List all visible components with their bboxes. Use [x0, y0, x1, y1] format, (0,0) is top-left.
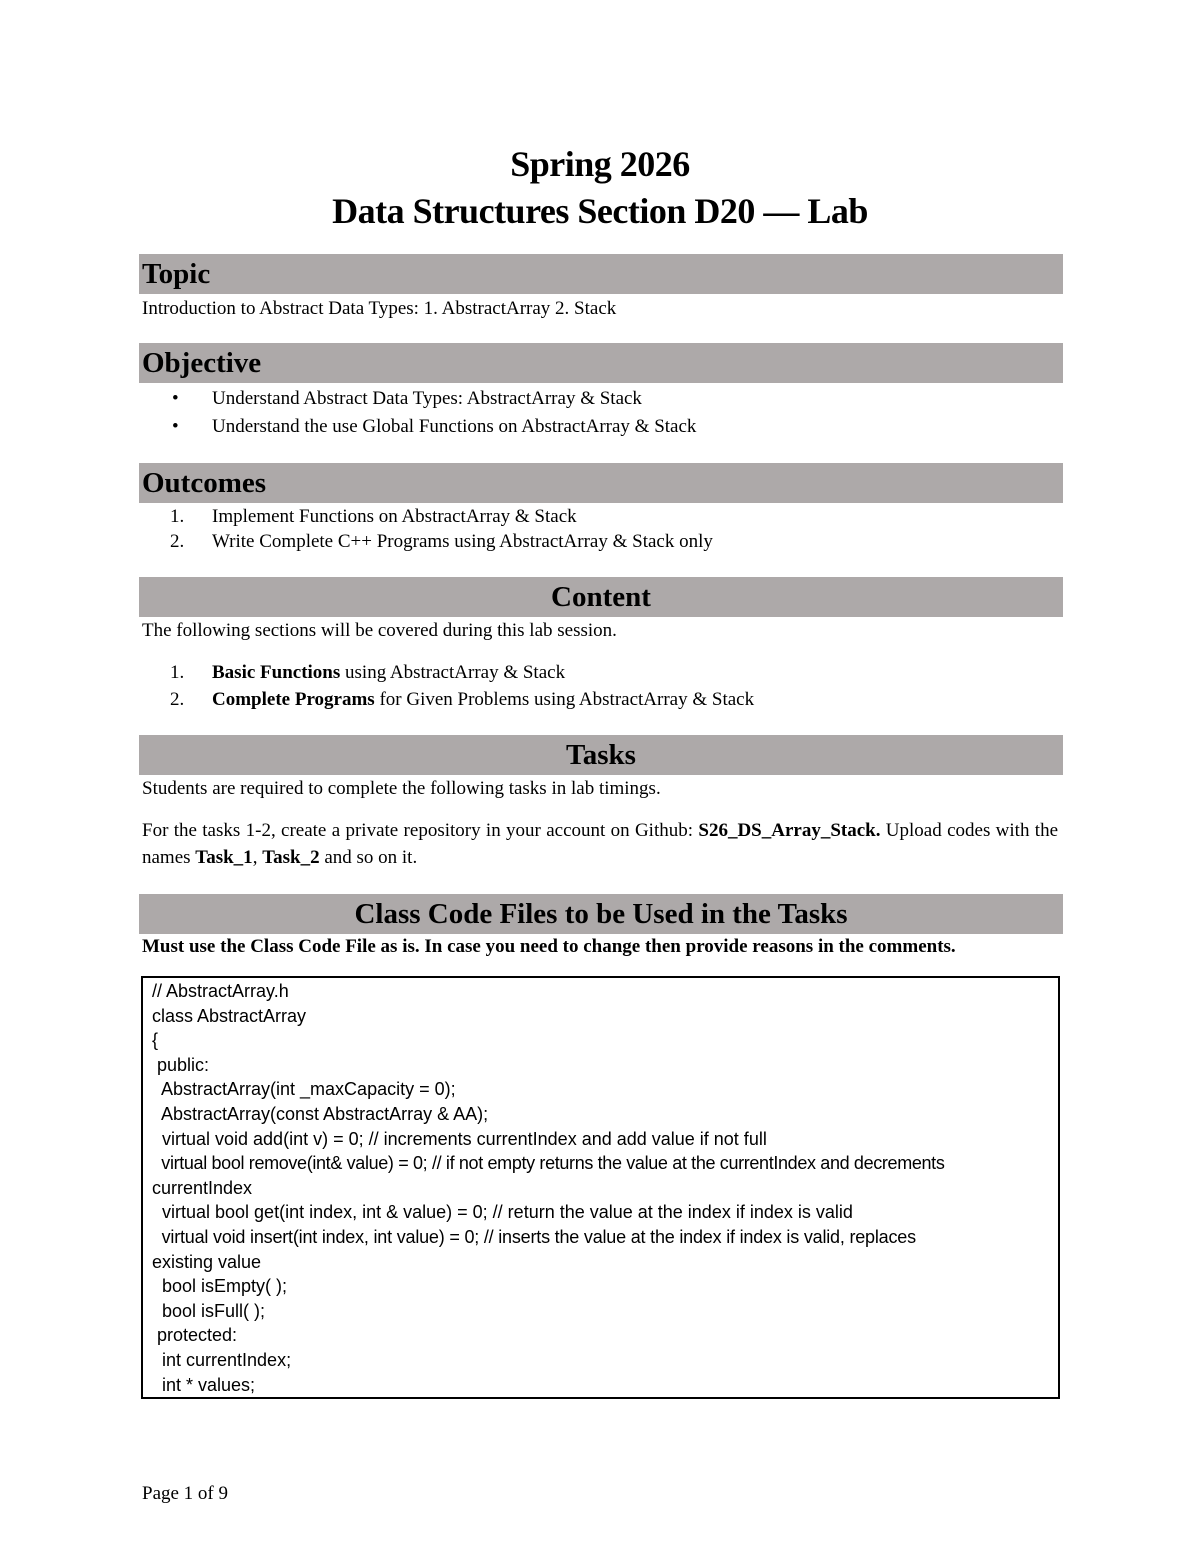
task-file-name: Task_2 — [262, 847, 320, 868]
tasks-text: For the tasks 1-2, create a private repository in your account on Github: — [142, 820, 699, 841]
list-number: 1. — [170, 662, 185, 683]
tasks-intro: Students are required to complete the following tasks in lab timings. — [142, 778, 661, 799]
class-code-note: Must use the Class Code File as is. In case you need to change then provide reasons in the comments. — [142, 936, 956, 957]
list-number: 2. — [170, 531, 185, 552]
objective-item: Understand Abstract Data Types: AbstractArray & Stack — [212, 388, 642, 409]
tasks-instructions — [142, 817, 1058, 871]
objective-item: Understand the use Global Functions on AbstractArray & Stack — [212, 416, 697, 437]
content-item — [212, 661, 565, 685]
outcome-item: Write Complete C++ Programs using AbstractArray & Stack only — [212, 531, 713, 552]
code-line: AbstractArray(const AbstractArray & AA); — [152, 1104, 489, 1124]
code-line: int currentIndex; — [152, 1350, 292, 1370]
code-line: AbstractArray(int _maxCapacity = 0); — [152, 1079, 456, 1100]
code-line: existing value — [152, 1251, 262, 1272]
bullet-icon: • — [172, 416, 179, 437]
topic-text: Introduction to Abstract Data Types: 1. AbstractArray 2. Stack — [142, 298, 617, 319]
code-line: virtual bool remove(int& value) = 0; // if not empty returns the value at the currentIndex and decrements — [152, 1153, 945, 1174]
code-line: virtual void insert(int index, int value) = 0; // inserts the value at the index if index is valid, replaces — [152, 1227, 916, 1247]
code-line: protected: — [152, 1325, 238, 1346]
bullet-icon: • — [172, 388, 179, 409]
content-intro: The following sections will be covered during this lab session. — [142, 620, 617, 641]
code-line: virtual bool get(int index, int & value) = 0; // return the value at the index if index is valid — [152, 1202, 853, 1223]
code-line: { — [152, 1030, 159, 1051]
tasks-text: and so on it. — [319, 847, 418, 868]
content-item — [212, 688, 754, 712]
section-heading-outcomes: Outcomes — [139, 463, 1063, 503]
code-line: virtual void add(int v) = 0; // increments currentIndex and add value if not full — [152, 1128, 767, 1149]
section-heading-objective: Objective — [139, 343, 1063, 383]
code-line: // AbstractArray.h — [152, 981, 289, 1001]
code-line: bool isFull( ); — [152, 1300, 266, 1321]
content-item-rest: for Given Problems using AbstractArray & Stack — [374, 689, 755, 710]
tasks-text: , — [252, 847, 263, 868]
list-number: 1. — [170, 506, 185, 527]
content-item-rest: using AbstractArray & Stack — [340, 662, 566, 683]
tasks-text: Upload codes with the names — [142, 820, 1058, 868]
document-title-course: Data Structures Section D20 — Lab — [332, 191, 868, 231]
code-line: bool isEmpty( ); — [152, 1276, 288, 1297]
code-line: public: — [152, 1054, 210, 1075]
document-title-term: Spring 2026 — [510, 144, 690, 184]
list-number: 2. — [170, 689, 185, 710]
repository-name: S26_DS_Array_Stack. — [698, 820, 881, 841]
section-heading-class-code: Class Code Files to be Used in the Tasks — [139, 894, 1063, 934]
section-heading-tasks: Tasks — [139, 735, 1063, 775]
task-file-name: Task_1 — [195, 847, 253, 868]
content-item-bold: Complete Programs — [212, 689, 375, 710]
content-item-bold: Basic Functions — [212, 662, 341, 683]
code-box — [141, 976, 1060, 1399]
page-number: Page 1 of 9 — [142, 1483, 229, 1504]
section-heading-topic: Topic — [139, 254, 1063, 294]
code-line: currentIndex — [152, 1177, 253, 1198]
section-heading-content: Content — [139, 577, 1063, 617]
outcome-item: Implement Functions on AbstractArray & Stack — [212, 506, 577, 527]
code-line: class AbstractArray — [152, 1005, 307, 1026]
code-line: int * values; — [152, 1374, 256, 1395]
